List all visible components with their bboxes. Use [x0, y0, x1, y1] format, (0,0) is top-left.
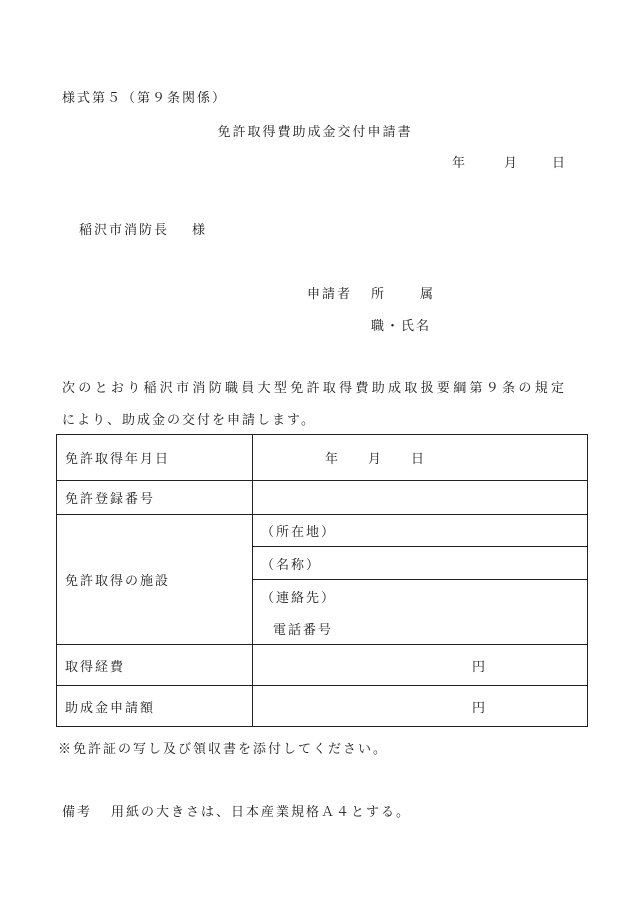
cost-unit: 円: [471, 659, 487, 675]
applicant-label: 申請者: [307, 287, 353, 302]
registration-number-field[interactable]: [253, 480, 588, 514]
remarks-text: 用紙の大きさは、日本産業規格Ａ４とする。: [111, 805, 412, 820]
cost-field[interactable]: [253, 645, 588, 686]
affiliation-label-part1: 所: [371, 287, 387, 302]
license-date-month: 月: [368, 451, 384, 467]
grant-unit: 円: [471, 700, 487, 716]
table-row-grant: [57, 686, 588, 727]
position-name-label: 職・氏名: [371, 319, 432, 334]
addressee-honorific: 様: [192, 223, 208, 238]
license-date-field[interactable]: [253, 435, 588, 481]
license-date-day: 日: [411, 451, 427, 467]
table-row-cost: [57, 645, 588, 686]
affiliation-label: [371, 283, 435, 302]
grant-amount-field[interactable]: [253, 686, 588, 727]
table-row-facility-location: [57, 514, 588, 547]
license-date-label: 免許取得年月日: [57, 435, 253, 481]
facility-name-field[interactable]: （名称）: [253, 547, 588, 580]
addressee-name: 稲沢市消防長: [79, 223, 170, 238]
table-row-registration: [57, 480, 588, 514]
remarks-label: 備考: [62, 805, 93, 820]
license-date-year: 年: [325, 451, 341, 467]
body-text-line2: により、助成金の交付を申請します。: [62, 413, 316, 428]
body-text-line1: 次のとおり稲沢市消防職員大型免許取得費助成取扱要綱第９条の規定: [62, 381, 568, 396]
footnote: ※免許証の写し及び領収書を添付してください。: [58, 742, 389, 757]
registration-number-label: 免許登録番号: [57, 480, 253, 514]
facility-location-field[interactable]: （所在地）: [253, 514, 588, 547]
facility-phone-field[interactable]: 電話番号: [253, 612, 588, 645]
date-day-label: 日: [552, 156, 568, 171]
date-year-label: 年: [452, 156, 468, 171]
facility-contact-field[interactable]: （連絡先）: [253, 579, 588, 612]
facility-label: 免許取得の施設: [57, 514, 253, 645]
application-table: [56, 434, 588, 727]
document-title: 免許取得費助成金交付申請書: [217, 125, 413, 140]
affiliation-label-part2: 属: [420, 287, 436, 302]
form-number: 様式第５（第９条関係）: [62, 91, 228, 106]
grant-amount-label: 助成金申請額: [57, 686, 253, 727]
table-row-license-date: [57, 435, 588, 481]
date-month-label: 月: [504, 156, 520, 171]
cost-label: 取得経費: [57, 645, 253, 686]
